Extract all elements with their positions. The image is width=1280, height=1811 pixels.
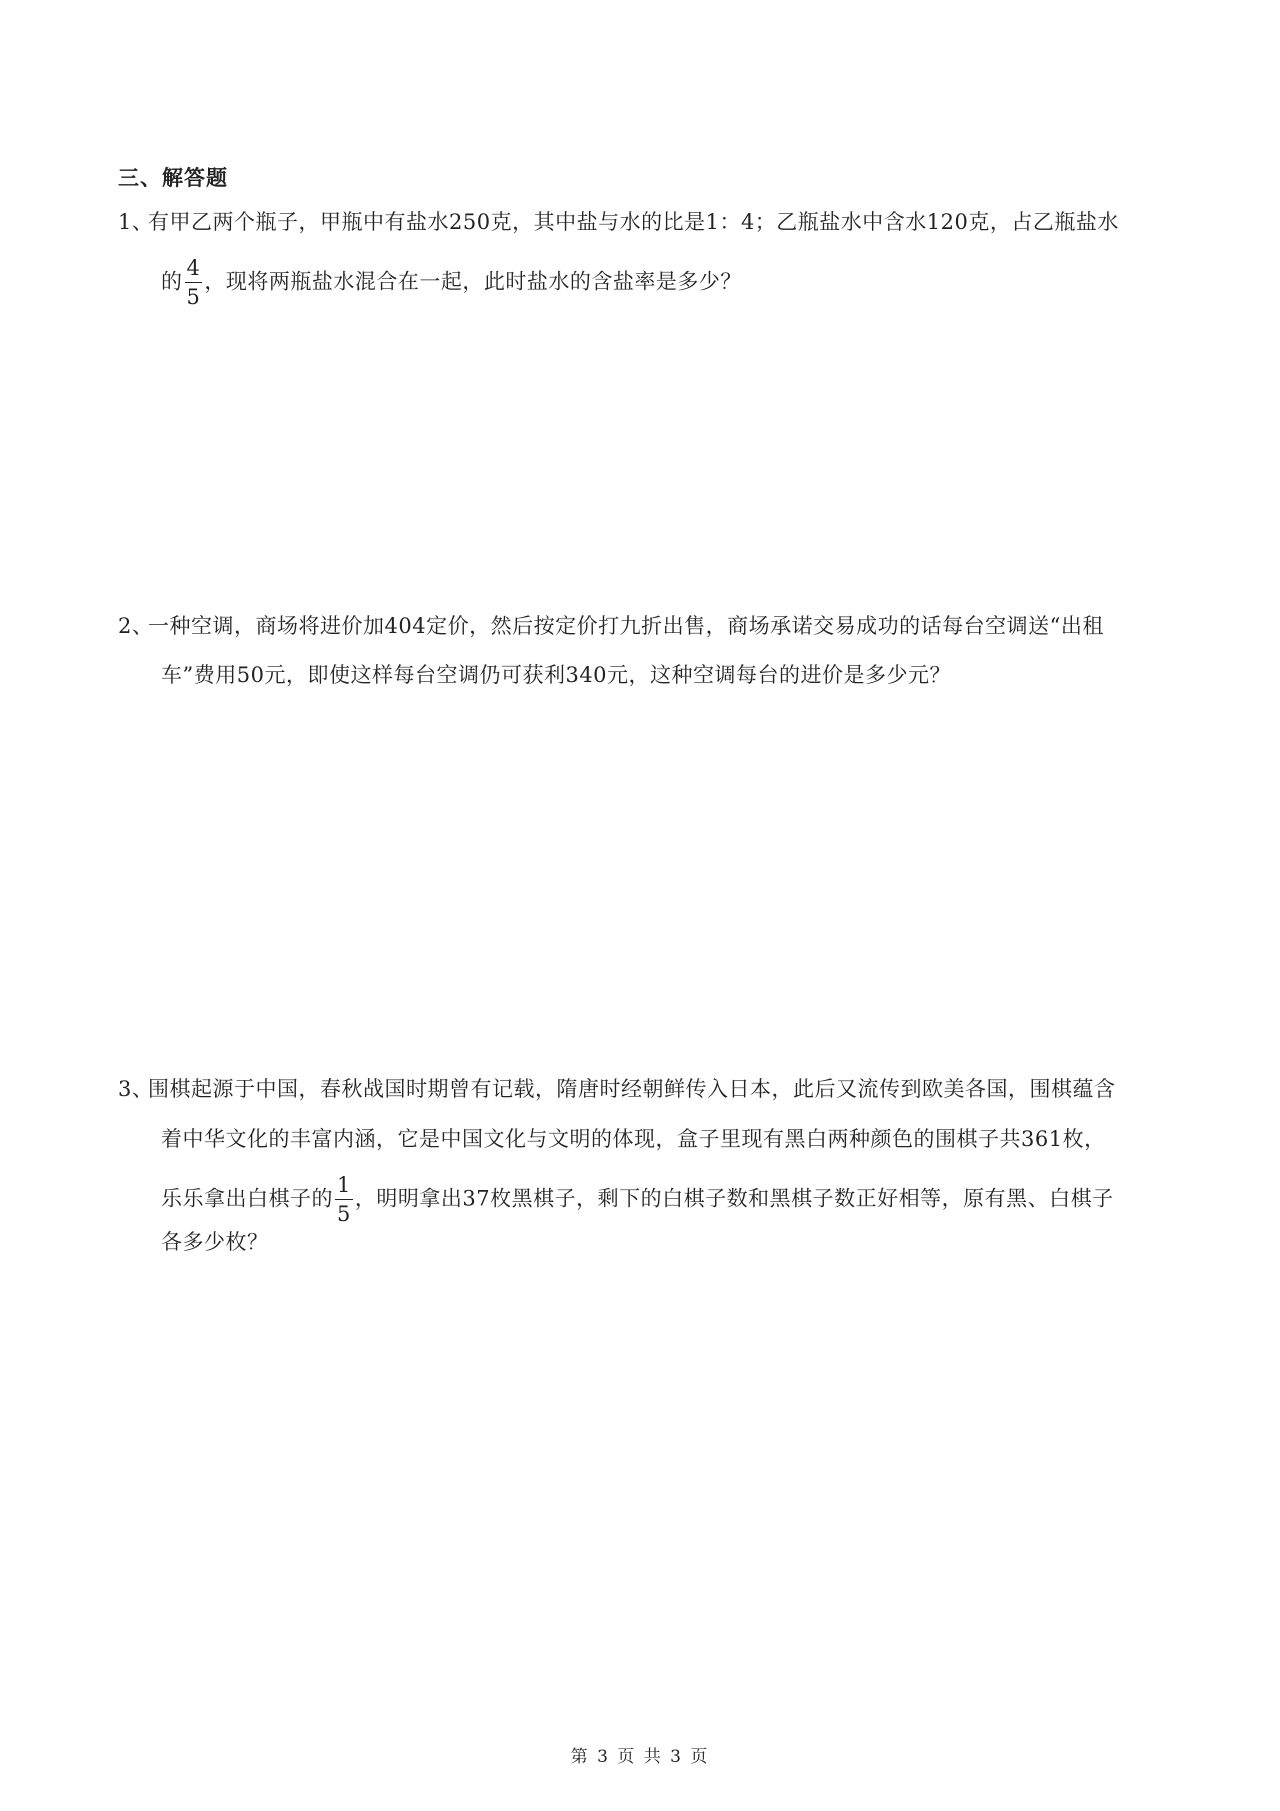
fraction-numerator: 1 bbox=[335, 1175, 353, 1200]
question-3-line-3 bbox=[161, 1175, 1114, 1225]
question-3-text-2: 着中华文化的丰富内涵，它是中国文化与文明的体现，盒子里现有黑白两种颜色的围棋子共361枚， bbox=[161, 1127, 1106, 1151]
fraction-numerator: 4 bbox=[185, 258, 203, 283]
question-1-text-2b: ，现将两瓶盐水混合在一起，此时盐水的含盐率是多少？ bbox=[204, 269, 742, 294]
question-3-fraction bbox=[335, 1175, 353, 1225]
question-1-number: 1、 bbox=[118, 210, 154, 234]
section-title: 三、解答题 bbox=[118, 165, 228, 190]
question-3-text-4: 各多少枚？ bbox=[161, 1230, 269, 1254]
question-1-line-1 bbox=[118, 208, 1119, 236]
question-3-line-4 bbox=[161, 1228, 269, 1256]
question-3-line-1 bbox=[118, 1075, 1116, 1103]
question-3-line-2 bbox=[161, 1125, 1106, 1153]
question-1-text-1: 有甲乙两个瓶子，甲瓶中有盐水250克，其中盐与水的比是1：4；乙瓶盐水中含水120克，占乙瓶盐水 bbox=[148, 210, 1119, 234]
question-2-line-2 bbox=[161, 661, 951, 689]
fraction-denominator: 5 bbox=[186, 285, 201, 309]
question-3-text-3a: 乐乐拿出白棋子的 bbox=[161, 1186, 333, 1211]
page-footer: 第 3 页 共 3 页 bbox=[570, 1747, 710, 1767]
question-1-fraction bbox=[185, 258, 203, 308]
question-3-text-3b: ，明明拿出37枚黑棋子，剩下的白棋子数和黑棋子数正好相等，原有黑、白棋子 bbox=[354, 1186, 1114, 1211]
fraction-denominator: 5 bbox=[337, 1202, 351, 1226]
question-1-text-2a: 的 bbox=[161, 269, 183, 294]
question-2-number: 2、 bbox=[118, 614, 154, 638]
question-2-text-2: 车”费用50元，即使这样每台空调仍可获利340元，这种空调每台的进价是多少元？ bbox=[161, 663, 952, 687]
question-1-line-2 bbox=[161, 258, 742, 308]
question-2-line-1 bbox=[118, 612, 1104, 640]
question-3-number: 3、 bbox=[118, 1077, 154, 1101]
question-3-text-1: 围棋起源于中国，春秋战国时期曾有记载，隋唐时经朝鲜传入日本，此后又流传到欧美各国，围棋蕴含 bbox=[148, 1077, 1116, 1101]
question-2-text-1: 一种空调，商场将进价加404定价，然后按定价打九折出售，商场承诺交易成功的话每台空调送“出租 bbox=[148, 614, 1104, 638]
